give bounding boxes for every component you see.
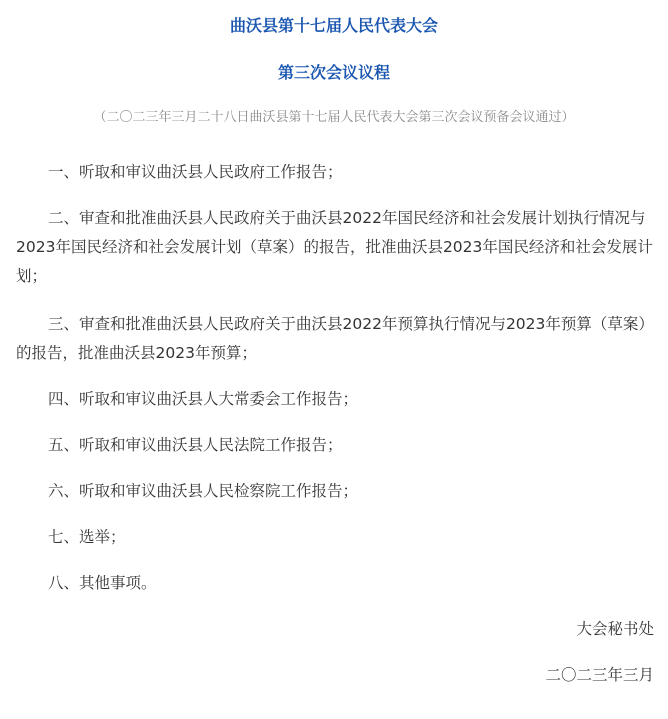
agenda-item: 四、听取和审议曲沃县人大常委会工作报告； — [48, 390, 359, 408]
agenda-item: 三、审查和批准曲沃县人民政府关于曲沃县2022年预算执行情况与2023年预算（草案）的报告，批准曲沃县2023年预算； — [16, 315, 654, 362]
document-subtitle: 第三次会议议程 — [277, 63, 390, 82]
signature: 大会秘书处 — [576, 620, 654, 638]
agenda-item: 五、听取和审议曲沃县人民法院工作报告； — [48, 436, 343, 454]
adoption-note: （二〇二三年三月二十八日曲沃县第十七届人民代表大会第三次会议预备会议通过） — [93, 110, 575, 125]
date: 二〇二三年三月 — [545, 666, 654, 684]
agenda-item: 七、选举； — [48, 528, 126, 546]
agenda-item: 二、审查和批准曲沃县人民政府关于曲沃县2022年国民经济和社会发展计划执行情况与2023年国民经济和社会发展计划（草案）的报告，批准曲沃县2023年国民经济和社会发展计划； — [16, 209, 653, 285]
agenda-item: 八、其他事项。 — [48, 574, 157, 592]
document-title: 曲沃县第十七届人民代表大会 — [229, 16, 438, 35]
agenda-item: 六、听取和审议曲沃县人民检察院工作报告； — [48, 482, 359, 500]
agenda-item: 一、听取和审议曲沃县人民政府工作报告； — [48, 163, 343, 181]
